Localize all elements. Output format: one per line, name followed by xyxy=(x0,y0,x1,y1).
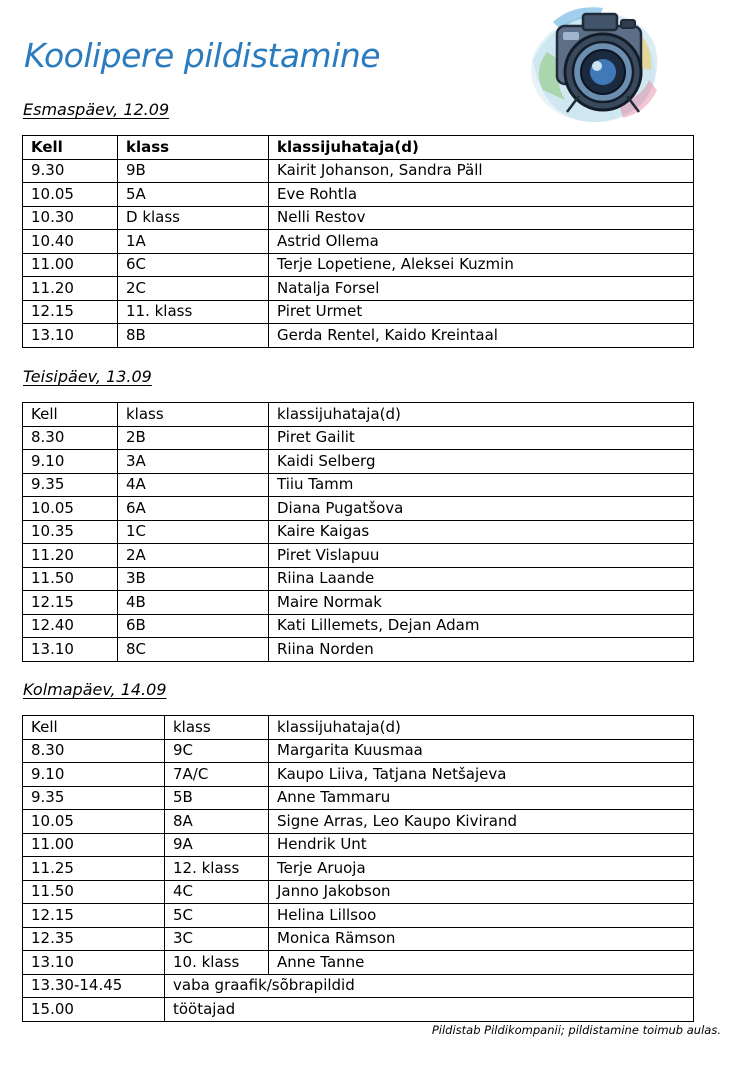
time-cell: 8.30 xyxy=(23,739,165,763)
teacher-cell: Maire Normak xyxy=(269,591,694,615)
time-cell: 10.35 xyxy=(23,520,118,544)
class-cell: 7A/C xyxy=(165,763,269,787)
time-cell: 12.35 xyxy=(23,927,165,951)
class-cell: 8C xyxy=(118,638,269,662)
teacher-cell: Kairit Johanson, Sandra Päll xyxy=(269,159,694,183)
day-heading-monday: Esmaspäev, 12.09 xyxy=(23,100,170,119)
day-heading-tuesday: Teisipäev, 13.09 xyxy=(23,367,152,386)
teacher-cell: Kaire Kaigas xyxy=(269,520,694,544)
table-row xyxy=(23,614,694,638)
teacher-cell: Gerda Rentel, Kaido Kreintaal xyxy=(269,324,694,348)
time-cell: 10.05 xyxy=(23,810,165,834)
time-cell: 9.30 xyxy=(23,159,118,183)
teacher-cell: Helina Lillsoo xyxy=(269,904,694,928)
teacher-cell: Margarita Kuusmaa xyxy=(269,739,694,763)
class-cell: 11. klass xyxy=(118,300,269,324)
time-cell: 8.30 xyxy=(23,426,118,450)
class-cell: 4A xyxy=(118,473,269,497)
class-cell: 1C xyxy=(118,520,269,544)
time-cell: 13.30-14.45 xyxy=(23,974,165,998)
column-header-class: klass xyxy=(118,403,269,427)
time-cell: 12.15 xyxy=(23,300,118,324)
time-cell: 11.00 xyxy=(23,833,165,857)
teacher-cell: Janno Jakobson xyxy=(269,880,694,904)
time-cell: 12.15 xyxy=(23,904,165,928)
table-row xyxy=(23,857,694,881)
table-row xyxy=(23,277,694,301)
class-cell: 12. klass xyxy=(165,857,269,881)
column-header-class: klass xyxy=(165,716,269,740)
class-cell: 2A xyxy=(118,544,269,568)
teacher-cell: Anne Tanne xyxy=(269,951,694,975)
class-cell: 6C xyxy=(118,253,269,277)
time-cell: 10.30 xyxy=(23,206,118,230)
teacher-cell: Diana Pugatšova xyxy=(269,497,694,521)
column-header-time: Kell xyxy=(23,716,165,740)
table-row xyxy=(23,520,694,544)
class-cell: 5C xyxy=(165,904,269,928)
table-row xyxy=(23,810,694,834)
time-cell: 9.10 xyxy=(23,763,165,787)
teacher-cell: Natalja Forsel xyxy=(269,277,694,301)
time-cell: 11.20 xyxy=(23,544,118,568)
time-cell: 9.35 xyxy=(23,473,118,497)
time-cell: 13.10 xyxy=(23,638,118,662)
table-row xyxy=(23,880,694,904)
time-cell: 11.00 xyxy=(23,253,118,277)
time-cell: 12.40 xyxy=(23,614,118,638)
table-row xyxy=(23,591,694,615)
schedule-table-tuesday xyxy=(22,402,694,662)
footnote: Pildistab Pildikompanii; pildistamine toimub aulas. xyxy=(431,1023,721,1037)
class-cell: 9A xyxy=(165,833,269,857)
table-row xyxy=(23,786,694,810)
table-row xyxy=(23,739,694,763)
teacher-cell: Eve Rohtla xyxy=(269,183,694,207)
column-header-time: Kell xyxy=(23,136,118,160)
table-row xyxy=(23,230,694,254)
class-cell: 6A xyxy=(118,497,269,521)
time-cell: 10.05 xyxy=(23,183,118,207)
class-cell: 8A xyxy=(165,810,269,834)
teacher-cell: Piret Gailit xyxy=(269,426,694,450)
teacher-cell: Astrid Ollema xyxy=(269,230,694,254)
table-row xyxy=(23,951,694,975)
time-cell: 11.20 xyxy=(23,277,118,301)
table-row xyxy=(23,253,694,277)
table-row xyxy=(23,638,694,662)
teacher-cell: Riina Norden xyxy=(269,638,694,662)
class-cell: 1A xyxy=(118,230,269,254)
table-row xyxy=(23,473,694,497)
camera-illustration xyxy=(523,0,665,132)
class-cell: 5A xyxy=(118,183,269,207)
teacher-cell: Piret Vislapuu xyxy=(269,544,694,568)
table-row xyxy=(23,206,694,230)
class-cell: 9B xyxy=(118,159,269,183)
teacher-cell: Hendrik Unt xyxy=(269,833,694,857)
page-title: Koolipere pildistamine xyxy=(24,36,381,75)
teacher-cell: Kaupo Liiva, Tatjana Netšajeva xyxy=(269,763,694,787)
table-header-row xyxy=(23,136,694,160)
class-cell: 10. klass xyxy=(165,951,269,975)
table-row xyxy=(23,426,694,450)
table-header-row xyxy=(23,716,694,740)
table-row xyxy=(23,450,694,474)
teacher-cell: Riina Laande xyxy=(269,567,694,591)
time-cell: 13.10 xyxy=(23,951,165,975)
time-cell: 9.10 xyxy=(23,450,118,474)
class-cell: 4C xyxy=(165,880,269,904)
teacher-cell: Tiiu Tamm xyxy=(269,473,694,497)
class-cell: 2C xyxy=(118,277,269,301)
column-header-teachers: klassijuhataja(d) xyxy=(269,403,694,427)
table-row xyxy=(23,300,694,324)
table-row xyxy=(23,927,694,951)
table-row xyxy=(23,183,694,207)
class-cell: 3C xyxy=(165,927,269,951)
class-cell: 6B xyxy=(118,614,269,638)
class-cell: 2B xyxy=(118,426,269,450)
class-cell: 8B xyxy=(118,324,269,348)
time-cell: 12.15 xyxy=(23,591,118,615)
class-cell: 9C xyxy=(165,739,269,763)
time-cell: 11.50 xyxy=(23,567,118,591)
table-row xyxy=(23,904,694,928)
teacher-cell: Nelli Restov xyxy=(269,206,694,230)
class-cell: 3B xyxy=(118,567,269,591)
teacher-cell: Kaidi Selberg xyxy=(269,450,694,474)
day-heading-wednesday: Kolmapäev, 14.09 xyxy=(23,680,167,699)
teacher-cell: Signe Arras, Leo Kaupo Kivirand xyxy=(269,810,694,834)
schedule-table-wednesday xyxy=(22,715,694,1022)
teacher-cell: Anne Tammaru xyxy=(269,786,694,810)
time-cell: 9.35 xyxy=(23,786,165,810)
table-row xyxy=(23,544,694,568)
class-cell: D klass xyxy=(118,206,269,230)
teacher-cell: Terje Aruoja xyxy=(269,857,694,881)
table-row xyxy=(23,763,694,787)
time-cell: 13.10 xyxy=(23,324,118,348)
class-cell: 4B xyxy=(118,591,269,615)
class-cell: 3A xyxy=(118,450,269,474)
class-cell: 5B xyxy=(165,786,269,810)
column-header-class: klass xyxy=(118,136,269,160)
table-header-row xyxy=(23,403,694,427)
column-header-teachers: klassijuhataja(d) xyxy=(269,716,694,740)
time-cell: 11.50 xyxy=(23,880,165,904)
table-row xyxy=(23,497,694,521)
table-row xyxy=(23,324,694,348)
table-row xyxy=(23,159,694,183)
teacher-cell: Monica Rämson xyxy=(269,927,694,951)
schedule-table-monday xyxy=(22,135,694,348)
note-cell: vaba graafik/sõbrapildid xyxy=(165,974,694,998)
teacher-cell: Kati Lillemets, Dejan Adam xyxy=(269,614,694,638)
table-row-free-time xyxy=(23,974,694,998)
time-cell: 10.40 xyxy=(23,230,118,254)
teacher-cell: Piret Urmet xyxy=(269,300,694,324)
table-row xyxy=(23,833,694,857)
table-row xyxy=(23,567,694,591)
note-cell: töötajad xyxy=(165,998,694,1022)
time-cell: 15.00 xyxy=(23,998,165,1022)
column-header-teachers: klassijuhataja(d) xyxy=(269,136,694,160)
time-cell: 11.25 xyxy=(23,857,165,881)
column-header-time: Kell xyxy=(23,403,118,427)
table-row-staff xyxy=(23,998,694,1022)
teacher-cell: Terje Lopetiene, Aleksei Kuzmin xyxy=(269,253,694,277)
time-cell: 10.05 xyxy=(23,497,118,521)
